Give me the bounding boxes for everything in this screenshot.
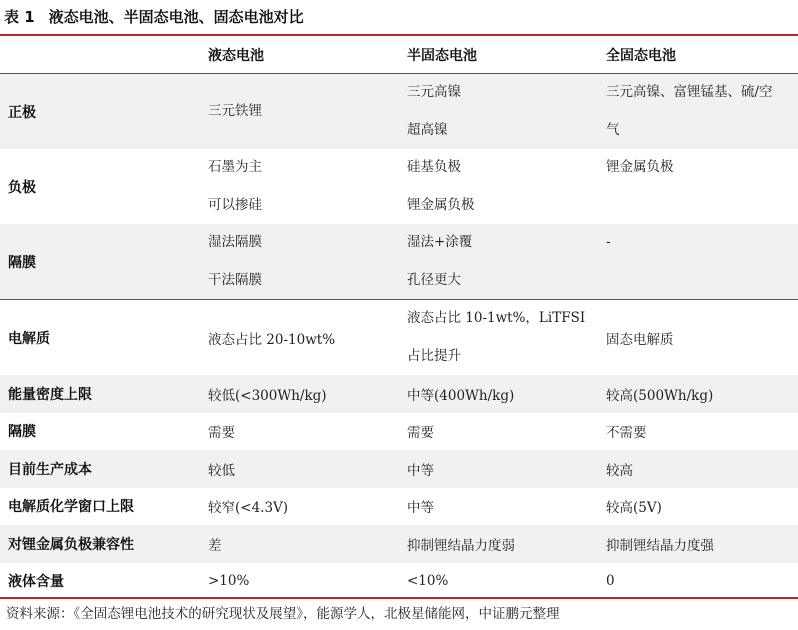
table-row-electrolyte	[0, 300, 798, 376]
cell-semi-solid	[399, 149, 598, 224]
row-label: 隔膜	[0, 224, 200, 300]
cell-line: 锂金属负极	[407, 196, 475, 213]
cell-liquid	[200, 149, 399, 224]
cell-all-solid: 较高(5V)	[606, 500, 662, 517]
cell-liquid: 较窄(<4.3V)	[208, 500, 289, 517]
cell-line: 固态电解质	[606, 331, 674, 348]
table-row-separator	[0, 224, 798, 300]
cell-semi-solid: 需要	[407, 425, 434, 442]
cell-line: 湿法+涂覆	[407, 234, 473, 250]
cell-line: 气	[606, 121, 620, 138]
cell-all-solid	[598, 224, 798, 300]
cell-semi-solid: 中等	[399, 450, 598, 488]
header-cell-all-solid: 全固态电池	[598, 36, 798, 74]
cell-line: 液态占比 20-10wt%	[208, 331, 336, 348]
row-label: 正极	[0, 74, 200, 150]
cell-line: 三元高镍、富锂锰基、硫/空	[606, 84, 773, 100]
cell-all-solid	[598, 300, 798, 376]
cell-liquid: 需要	[208, 425, 235, 442]
cell-line: 三元高镍	[407, 84, 461, 100]
cell-semi-solid: <10%	[407, 573, 449, 590]
table-row-separator-need	[0, 413, 798, 451]
cell-all-solid: 抑制锂结晶力度强	[598, 525, 798, 563]
cell-semi-solid	[399, 74, 598, 150]
cell-liquid: 差	[200, 525, 399, 563]
table-row-energy-density	[0, 375, 798, 413]
row-label: 对锂金属负极兼容性	[0, 525, 200, 563]
table-row-li-compatibility	[0, 525, 798, 563]
table-title: 液态电池、半固态电池、固态电池对比	[48, 8, 304, 26]
header-row	[0, 36, 798, 74]
row-label: 隔膜	[8, 424, 36, 441]
cell-liquid	[200, 224, 399, 300]
cell-semi-solid: 中等	[407, 500, 434, 517]
cell-line: 液态占比 10-1wt%，LiTFSI	[407, 310, 586, 326]
cell-semi-solid	[399, 224, 598, 300]
cell-line: 湿法隔膜	[208, 234, 262, 250]
cell-semi-solid	[399, 300, 598, 376]
row-label: 目前生产成本	[0, 450, 200, 488]
cell-line: 占比提升	[407, 347, 461, 364]
cell-liquid: >10%	[208, 573, 250, 590]
table-number: 表 1	[4, 8, 35, 26]
cell-all-solid	[598, 149, 798, 224]
row-label: 电解质	[8, 330, 50, 347]
header-cell-empty	[0, 36, 200, 74]
row-label: 电解质化学窗口上限	[8, 499, 134, 516]
cell-liquid	[200, 300, 399, 376]
cell-line: 干法隔膜	[208, 271, 262, 288]
cell-line: 锂金属负极	[606, 159, 674, 175]
row-label: 负极	[8, 179, 36, 196]
cell-all-solid	[598, 74, 798, 150]
table-row-liquid-content	[0, 563, 798, 601]
cell-all-solid: 较高(500Wh/kg)	[598, 375, 798, 413]
row-label: 液体含量	[8, 574, 64, 591]
cell-line: 石墨为主	[208, 159, 262, 175]
cell-semi-solid: 中等(400Wh/kg)	[399, 375, 598, 413]
cell-line: 三元铁锂	[208, 102, 262, 119]
cell-liquid: 较低(<300Wh/kg)	[200, 375, 399, 413]
row-label: 能量密度上限	[0, 375, 200, 413]
comparison-table	[0, 36, 798, 600]
cell-line: 孔径更大	[407, 271, 461, 288]
header-cell-liquid: 液态电池	[200, 36, 399, 74]
cell-line: -	[606, 234, 611, 250]
table-row-voltage-window	[0, 488, 798, 526]
cell-line: 可以掺硅	[208, 196, 262, 213]
cell-all-solid: 0	[606, 573, 615, 590]
header-cell-semi-solid: 半固态电池	[399, 36, 598, 74]
source-note: 资料来源：《全固态锂电池技术的研究现状及展望》，能源学人，北极星储能网，中证鹏元整理	[6, 606, 560, 622]
cell-all-solid: 较高	[598, 450, 798, 488]
cell-line: 硅基负极	[407, 159, 461, 175]
cell-liquid: 较低	[200, 450, 399, 488]
cell-all-solid: 不需要	[606, 425, 647, 442]
table-row-anode	[0, 149, 798, 224]
cell-semi-solid: 抑制锂结晶力度弱	[399, 525, 598, 563]
table-row-cathode	[0, 74, 798, 150]
table-caption	[4, 6, 304, 26]
cell-line: 超高镍	[407, 121, 448, 138]
cell-liquid	[200, 74, 399, 150]
table-row-cost	[0, 450, 798, 488]
bottom-rule	[0, 597, 798, 599]
